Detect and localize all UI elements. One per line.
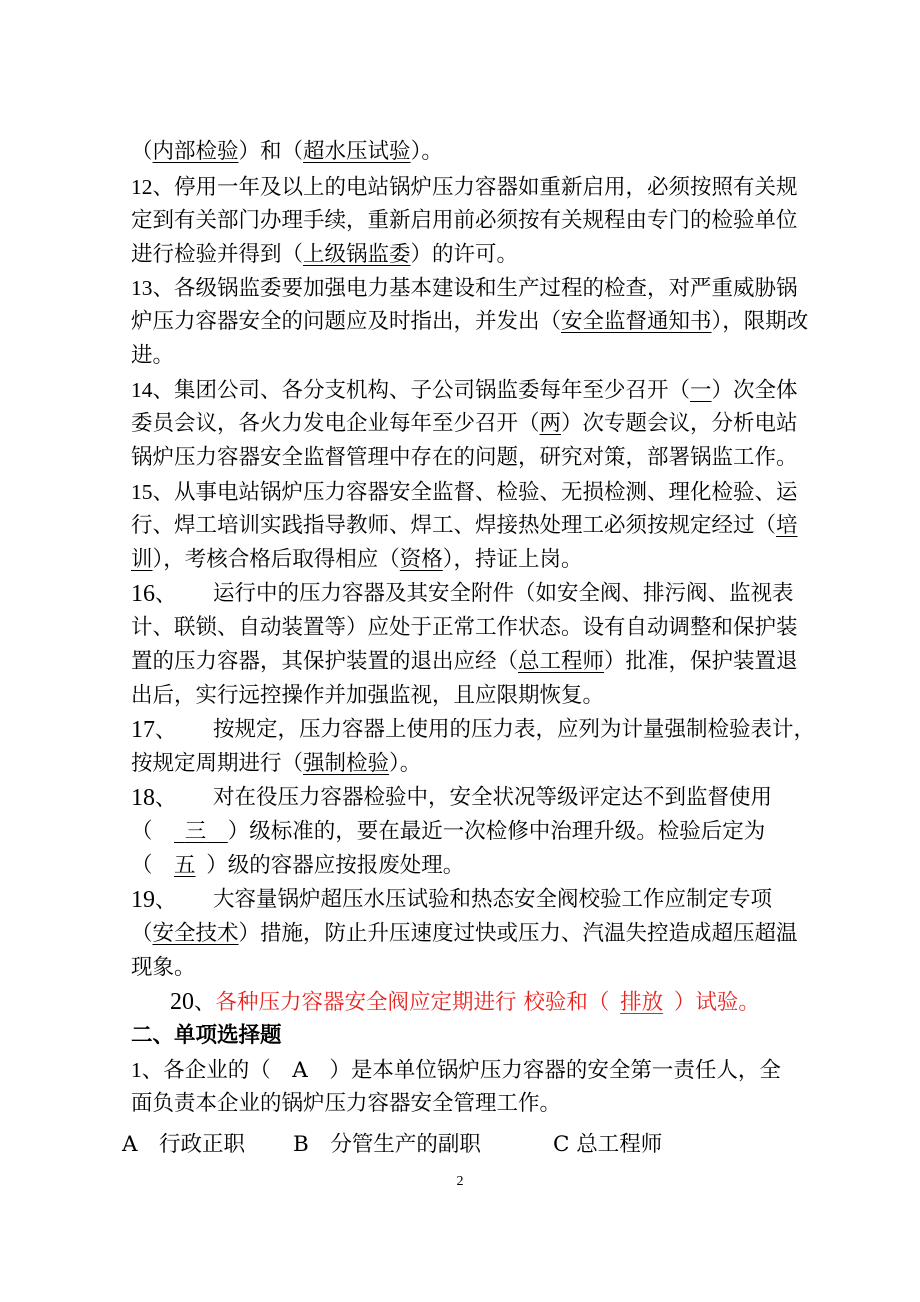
q15-number: 15 bbox=[131, 480, 153, 504]
q15-line-1: 15、从事电站锅炉压力容器安全监督、检验、无损检测、理化检验、运 bbox=[131, 480, 798, 505]
q16-number: 16 bbox=[131, 581, 155, 607]
q14-line-2: 委员会议，各火力发电企业每年至少召开（两）次专题会议，分析电站 bbox=[131, 411, 798, 436]
q15-line-2: 行、焊工培训实践指导教师、焊工、焊接热处理工必须按规定经过（培 bbox=[131, 513, 798, 538]
mc1-option-c: C 总工程师 bbox=[553, 1132, 663, 1157]
q16-answer: 总工程师 bbox=[518, 649, 605, 674]
q19-line-2: （安全技术）措施，防止升压速度过快或压力、汽温失控造成超压超温 bbox=[131, 921, 798, 946]
q13-answer: 安全监督通知书 bbox=[561, 309, 712, 334]
q16-line-2: 计、联锁、自动装置等）应处于正常工作状态。设有自动调整和保护装 bbox=[131, 615, 798, 640]
q16-line-3: 置的压力容器，其保护装置的退出应经（总工程师）批准，保护装置退 bbox=[131, 649, 798, 674]
q18-answer-2: 五 bbox=[174, 853, 196, 878]
q19-number: 19 bbox=[131, 887, 155, 913]
q16-line-1-text: 运行中的压力容器及其安全附件（如安全阀、排污阀、监视表 bbox=[213, 581, 794, 606]
q17-number: 17 bbox=[131, 717, 155, 743]
q12-answer: 上级锅监委 bbox=[303, 242, 411, 267]
q18-line-3: （ 五 ）级的容器应按报废处理。 bbox=[131, 853, 465, 878]
q11-tail: （内部检验）和（超水压试验）。 bbox=[131, 139, 443, 164]
q13-line-3: 进。 bbox=[131, 343, 175, 368]
section-title-single-choice: 二、单项选择题 bbox=[131, 1023, 282, 1048]
q18-line-2: （ 三 ）级标准的，要在最近一次检修中治理升级。检验后定为 bbox=[131, 819, 766, 844]
page-number: 2 bbox=[456, 1174, 464, 1189]
mc1-option-a: A 行政正职 bbox=[122, 1132, 246, 1157]
q15-answer-1a: 培 bbox=[776, 513, 798, 538]
q17-line-1: 17、 bbox=[131, 717, 177, 743]
mc1-number: 1 bbox=[131, 1058, 142, 1082]
q19-line-1-text: 大容量锅炉超压水压试验和热态安全阀校验工作应制定专项 bbox=[213, 887, 773, 912]
q16-line-1: 16、 bbox=[131, 581, 177, 607]
q18-line-1-text: 对在役压力容器检验中，安全状况等级评定达不到监督使用 bbox=[213, 785, 773, 810]
q13-line-1: 13、各级锅监委要加强电力基本建设和生产过程的检查，对严重威胁锅 bbox=[131, 276, 798, 301]
q18-answer-1: 三 bbox=[184, 819, 207, 844]
q15-answer-1b: 训 bbox=[131, 547, 153, 572]
q15-answer-2: 资格 bbox=[399, 547, 443, 572]
q20-line: 20、各种压力容器安全阀应定期进行 校验和（ 排放 ）试验。 bbox=[170, 989, 760, 1015]
q18-number: 18 bbox=[131, 785, 155, 811]
mc1-line-2: 面负责本企业的锅炉压力容器安全管理工作。 bbox=[131, 1091, 562, 1116]
q11-answer-1: 内部检验 bbox=[152, 139, 239, 164]
q19-line-1: 19、 bbox=[131, 887, 177, 913]
q16-line-4: 出后，实行远控操作并加强监视，且应限期恢复。 bbox=[131, 683, 605, 708]
q20-number: 20 bbox=[170, 989, 194, 1015]
q11-answer-2: 超水压试验 bbox=[303, 139, 411, 164]
q17-line-1-text: 按规定，压力容器上使用的压力表，应列为计量强制检验表计， bbox=[213, 717, 816, 742]
q14-answer-2: 两 bbox=[539, 411, 562, 436]
q12-line-1: 12、停用一年及以上的电站锅炉压力容器如重新启用，必须按照有关规 bbox=[131, 175, 798, 200]
q14-line-1: 14、集团公司、各分支机构、子公司锅监委每年至少召开（一）次全体 bbox=[131, 378, 798, 403]
q19-line-3: 现象。 bbox=[131, 955, 196, 980]
q13-line-2: 炉压力容器安全的问题应及时指出，并发出（安全监督通知书），限期改 bbox=[131, 309, 809, 334]
q14-line-3: 锅炉压力容器安全监督管理中存在的问题，研究对策，部署锅监工作。 bbox=[131, 445, 798, 470]
q14-answer-1: 一 bbox=[690, 378, 712, 403]
q12-line-2: 定到有关部门办理手续，重新启用前必须按有关规程由专门的检验单位 bbox=[131, 208, 798, 233]
q12-number: 12 bbox=[131, 175, 153, 199]
q18-line-1: 18、 bbox=[131, 785, 177, 811]
q14-number: 14 bbox=[131, 378, 153, 402]
mc1-answer: A bbox=[292, 1058, 308, 1083]
q13-number: 13 bbox=[131, 276, 153, 300]
q17-line-2: 按规定周期进行（强制检验）。 bbox=[131, 751, 422, 776]
q17-answer: 强制检验 bbox=[303, 751, 390, 776]
q15-line-3: 训），考核合格后取得相应（资格），持证上岗。 bbox=[131, 547, 583, 572]
q12-line-3: 进行检验并得到（上级锅监委）的许可。 bbox=[131, 242, 519, 267]
q20-answer: 排放 bbox=[620, 990, 664, 1015]
mc1-option-b: B 分管生产的副职 bbox=[293, 1132, 481, 1157]
q19-answer: 安全技术 bbox=[152, 921, 239, 946]
mc1-line-1: 1、各企业的（ A ）是本单位锅炉压力容器的安全第一责任人，全 bbox=[131, 1058, 781, 1083]
